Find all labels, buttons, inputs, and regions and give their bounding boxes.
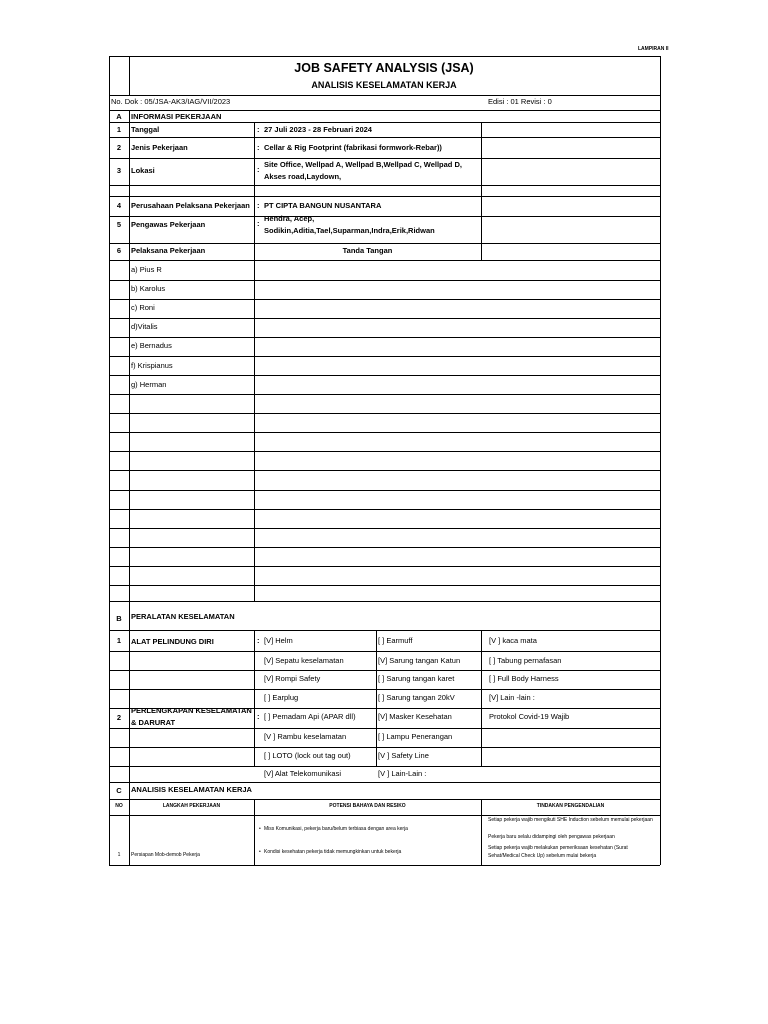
darurat-item: [ ] Pemadam Api (APAR dll): [264, 712, 356, 721]
colon: :: [257, 201, 260, 210]
worker-name: c) Roni: [131, 303, 155, 312]
page-title: JOB SAFETY ANALYSIS (JSA): [294, 61, 474, 75]
grid-line: [129, 601, 130, 630]
row-label: Perusahaan Pelaksana Pekerjaan: [131, 201, 250, 210]
grid-line: [109, 670, 660, 671]
grid-line: [109, 394, 660, 395]
section-c-letter: C: [116, 786, 122, 795]
darurat-item: [V] Masker Kesehatan: [378, 712, 452, 721]
worker-name: g) Herman: [131, 380, 167, 389]
grid-line: [109, 243, 660, 244]
apd-item: [V] Helm: [264, 636, 293, 645]
row-value: 27 Juli 2023 - 28 Februari 2024: [264, 125, 372, 134]
worker-name: a) Pius R: [131, 265, 162, 274]
grid-line: [109, 337, 660, 338]
tindakan-item: Setiap pekerja wajib melakukan pemeriksaan kesehatan (Surat: [488, 845, 628, 851]
grid-line: [109, 280, 660, 281]
grid-line: [109, 782, 660, 783]
grid-line: [109, 766, 660, 767]
darurat-item: [V ] Safety Line: [378, 751, 429, 760]
apd-item: [ ] Sarung tangan 20kV: [378, 693, 455, 702]
section-b-letter: B: [116, 614, 122, 623]
header-no: NO: [115, 803, 123, 809]
lampiran-label: LAMPIRAN II: [638, 46, 669, 52]
row-number: 6: [116, 246, 122, 255]
grid-line: [481, 630, 482, 766]
tindakan-item: Pekerja baru selalu didampingi oleh pengawas pekerjaan: [488, 834, 615, 840]
grid-line: [109, 413, 660, 414]
apd-item: [V] Rompi Safety: [264, 674, 321, 683]
grid-line: [109, 318, 660, 319]
page-subtitle: ANALISIS KESELAMATAN KERJA: [311, 80, 457, 90]
grid-line: [109, 728, 660, 729]
grid-line: [109, 490, 660, 491]
grid-line: [109, 158, 660, 159]
row-number: 5: [116, 220, 122, 229]
header-potensi: POTENSI BAHAYA DAN RESIKO: [329, 803, 406, 809]
grid-line: [660, 56, 661, 865]
grid-line: [109, 547, 660, 548]
grid-line: [109, 260, 660, 261]
step-number: 1: [117, 852, 121, 858]
row-value: Cellar & Rig Footprint (fabrikasi formwork-Rebar)): [264, 143, 442, 152]
grid-line: [481, 122, 482, 260]
worker-name: e) Bernadus: [131, 341, 172, 350]
grid-line: [109, 585, 660, 586]
grid-line: [109, 865, 660, 866]
section-a-letter: A: [116, 112, 122, 121]
apd-number: 1: [116, 636, 122, 645]
colon: :: [257, 125, 260, 134]
row-label: Jenis Pekerjaan: [131, 143, 188, 152]
grid-line: [109, 95, 660, 96]
bullet-icon: •: [259, 826, 261, 832]
bullet-icon: •: [259, 849, 261, 855]
tindakan-item: Sehat/Medical Check Up) sebelum mulai bekerja: [488, 853, 597, 859]
row-label: Pelaksana Pekerjaan: [131, 246, 206, 255]
tindakan-item: Setiap pekerja wajib mengikuti SHE Induction sebelum memulai pekerjaan: [488, 817, 653, 823]
grid-line: [109, 799, 660, 800]
apd-item: [ ] Sarung tangan karet: [378, 674, 455, 683]
darurat-label-line2: & DARURAT: [131, 718, 176, 727]
grid-line: [109, 185, 660, 186]
grid-line: [109, 815, 660, 816]
row-value: PT CIPTA BANGUN NUSANTARA: [264, 201, 382, 210]
grid-line: [254, 630, 255, 766]
darurat-number: 2: [116, 713, 122, 722]
grid-line: [109, 196, 660, 197]
step-langkah: Persiapan Mob-demob Pekerja: [131, 852, 200, 858]
grid-line: [109, 375, 660, 376]
darurat-item: [ ] Lampu Penerangan: [378, 732, 453, 741]
potensi-item: Kondisi kesehatan pekerja tidak memungkinkan untuk bekerja: [264, 849, 402, 855]
darurat-item: [V ] Lain-Lain :: [378, 769, 427, 778]
grid-line: [109, 566, 660, 567]
grid-line: [254, 122, 255, 260]
colon: :: [257, 636, 260, 645]
doc-number: No. Dok : 05/JSA-AK3/IAG/VII/2023: [111, 97, 231, 106]
darurat-item: Protokol Covid-19 Wajib: [489, 712, 570, 721]
row-value-line2: Sodikin,Aditia,Tael,Suparman,Indra,Erik,Ridwan: [264, 226, 435, 235]
grid-line: [109, 601, 660, 602]
row-number: 3: [116, 166, 122, 175]
apd-item: [ ] Full Body Harness: [489, 674, 559, 683]
grid-line: [376, 630, 377, 766]
worker-name: d)Vitalis: [131, 322, 158, 331]
grid-line: [109, 747, 660, 748]
edisi-revisi: Edisi : 01 Revisi : 0: [488, 97, 552, 106]
apd-label: ALAT PELINDUNG DIRI: [131, 637, 214, 646]
tanda-tangan-header: Tanda Tangan: [342, 246, 393, 255]
grid-line: [109, 651, 660, 652]
grid-line: [129, 110, 130, 601]
apd-item: [V ] kaca mata: [489, 636, 537, 645]
grid-line: [129, 56, 130, 95]
apd-item: [V] Lain -lain :: [489, 693, 535, 702]
apd-item: [ ] Tabung pernafasan: [489, 656, 562, 665]
worker-name: f) Krispianus: [131, 361, 173, 370]
grid-line: [109, 56, 660, 57]
grid-line: [109, 56, 110, 865]
grid-line: [109, 630, 660, 631]
grid-line: [109, 451, 660, 452]
grid-line: [129, 630, 130, 782]
row-number: 4: [116, 201, 122, 210]
colon: :: [257, 165, 260, 174]
grid-line: [109, 432, 660, 433]
grid-line: [109, 216, 660, 217]
row-value-line2: Akses road,Laydown,: [264, 172, 342, 181]
grid-line: [109, 509, 660, 510]
grid-line: [109, 356, 660, 357]
grid-line: [129, 782, 130, 799]
apd-item: [ ] Earmuff: [378, 636, 413, 645]
apd-item: [ ] Earplug: [264, 693, 299, 702]
header-langkah: LANGKAH PEKERJAAN: [162, 803, 221, 809]
apd-item: [V] Sepatu keselamatan: [264, 656, 344, 665]
grid-line: [109, 689, 660, 690]
worker-name: b) Karolus: [131, 284, 166, 293]
section-b-title: PERALATAN KESELAMATAN: [131, 612, 235, 621]
row-label: Pengawas Pekerjaan: [131, 220, 206, 229]
grid-line: [109, 299, 660, 300]
potensi-item: Miss Komunikasi, pekerja baru/belum terbiasa dengan area kerja: [264, 826, 408, 832]
apd-item: [V] Sarung tangan Katun: [378, 656, 461, 665]
darurat-item: [V ] Rambu keselamatan: [264, 732, 347, 741]
row-number: 1: [116, 125, 122, 134]
row-number: 2: [116, 143, 122, 152]
grid-line: [109, 137, 660, 138]
grid-line: [109, 122, 660, 123]
header-tindakan: TINDAKAN PENGENDALIAN: [536, 803, 605, 809]
grid-line: [109, 528, 660, 529]
colon: :: [257, 712, 260, 721]
colon: :: [257, 143, 260, 152]
darurat-item: [V] Alat Telekomunikasi: [264, 769, 341, 778]
row-label: Lokasi: [131, 166, 155, 175]
darurat-label-line1: PERLENGKAPAN KESELAMATAN: [131, 706, 252, 715]
grid-line: [109, 110, 660, 111]
row-value-line1: Hendra, Acep,: [264, 214, 315, 223]
darurat-item: [ ] LOTO (lock out tag out): [264, 751, 351, 760]
row-value-line1: Site Office, Wellpad A, Wellpad B,Wellpad C, Wellpad D,: [264, 160, 462, 169]
section-c-title: ANALISIS KESELAMATAN KERJA: [131, 785, 252, 794]
section-a-title: INFORMASI PEKERJAAN: [131, 112, 222, 121]
colon: :: [257, 219, 260, 228]
row-label: Tanggal: [131, 125, 160, 134]
grid-line: [254, 260, 255, 601]
grid-line: [109, 470, 660, 471]
